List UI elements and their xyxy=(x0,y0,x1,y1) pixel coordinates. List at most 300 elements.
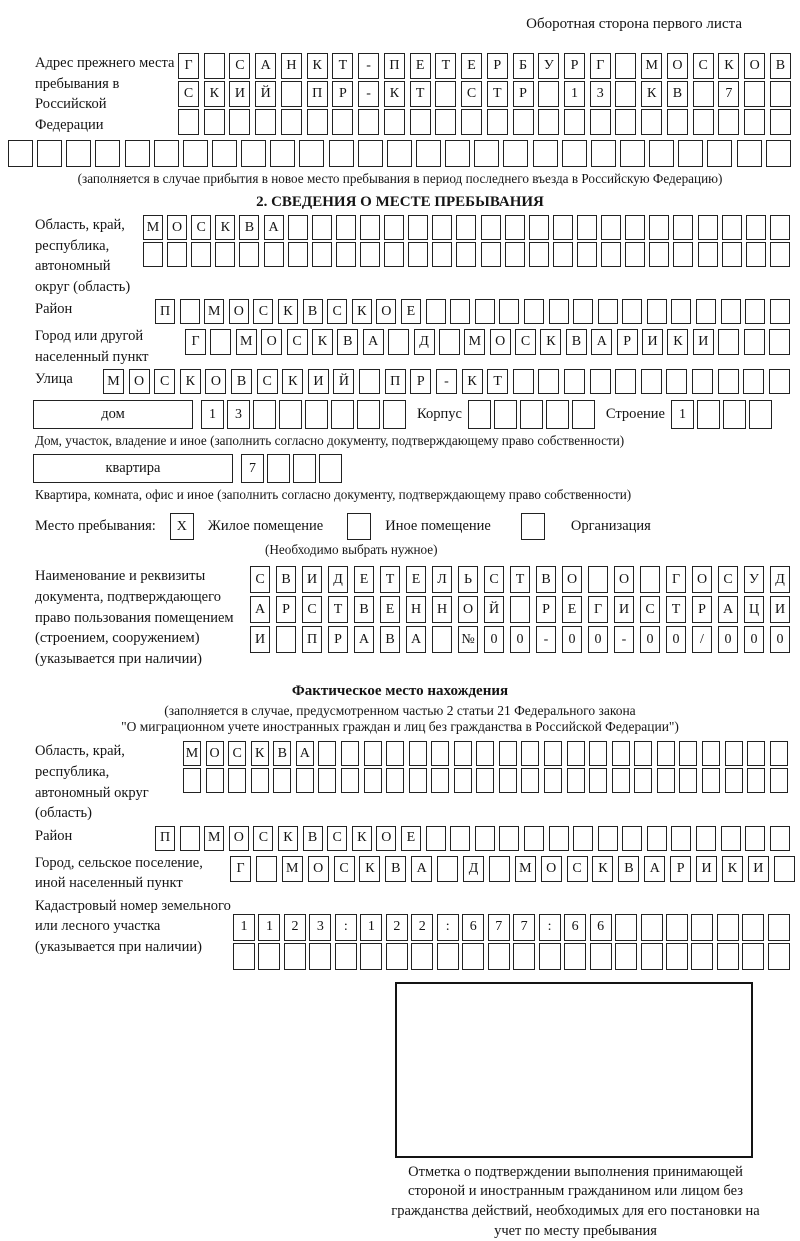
char-box xyxy=(481,215,501,240)
char-box xyxy=(332,109,353,135)
char-box xyxy=(691,914,713,941)
district-label: Район xyxy=(35,301,73,318)
char-box: И xyxy=(696,856,717,882)
char-box xyxy=(718,109,739,135)
char-box xyxy=(549,299,569,324)
char-box xyxy=(615,914,637,941)
char-box: О xyxy=(562,566,582,593)
char-box: М xyxy=(515,856,536,882)
char-box xyxy=(679,768,697,793)
char-box xyxy=(474,140,499,167)
region-block xyxy=(0,215,800,297)
char-box xyxy=(95,140,120,167)
char-box xyxy=(296,768,314,793)
char-box: № xyxy=(458,626,478,653)
char-box: О xyxy=(692,566,712,593)
actual-region-label: Область, край, республика, автономный округ (область) xyxy=(35,743,149,822)
char-box: К xyxy=(722,856,743,882)
stroenie-label: Строение xyxy=(605,406,665,423)
char-box xyxy=(309,943,331,970)
char-box xyxy=(318,768,336,793)
char-box xyxy=(671,299,691,324)
char-box xyxy=(154,140,179,167)
char-box xyxy=(386,741,404,766)
char-box xyxy=(475,826,495,851)
char-box: О xyxy=(229,826,249,851)
apartment-row xyxy=(0,454,800,483)
char-box xyxy=(693,81,714,107)
char-box: В xyxy=(303,299,323,324)
char-box: 1 xyxy=(360,914,382,941)
document-row-1 xyxy=(250,566,790,593)
char-box xyxy=(744,109,765,135)
char-box: Й xyxy=(255,81,276,107)
actual-region-row-2 xyxy=(183,768,788,793)
char-box: О xyxy=(376,826,396,851)
char-box: Т xyxy=(487,369,508,394)
actual-location-title: Фактическое место нахождения xyxy=(291,683,509,700)
char-box: Т xyxy=(380,566,400,593)
char-box xyxy=(431,768,449,793)
char-box xyxy=(647,299,667,324)
char-box: Д xyxy=(463,856,484,882)
char-box: И xyxy=(642,329,663,355)
char-box: А xyxy=(354,626,374,653)
char-box xyxy=(770,215,790,240)
char-box: У xyxy=(744,566,764,593)
cadastral-label: Кадастровый номер земельного или лесного участка (указывается при наличии) xyxy=(35,897,231,955)
char-box: Д xyxy=(328,566,348,593)
char-box xyxy=(410,109,431,135)
char-box: Е xyxy=(401,826,421,851)
char-box xyxy=(667,109,688,135)
char-box: С xyxy=(302,596,322,623)
char-box: К xyxy=(352,299,372,324)
char-box xyxy=(358,140,383,167)
char-box xyxy=(718,369,739,394)
char-box xyxy=(239,242,259,267)
char-box xyxy=(476,741,494,766)
char-box: С xyxy=(567,856,588,882)
document-label: Наименование и реквизиты документа, подтверждающего право пользования помещением (строением, сооружением) (указывается при наличии) xyxy=(35,568,234,667)
char-box xyxy=(615,943,637,970)
char-box xyxy=(622,299,642,324)
char-box: П xyxy=(307,81,328,107)
city-label: Город или другой населенный пункт xyxy=(35,328,149,365)
char-box xyxy=(183,768,201,793)
char-box: О xyxy=(744,53,765,79)
char-box xyxy=(770,826,790,851)
cadastral-row-1 xyxy=(233,914,790,941)
char-box xyxy=(524,299,544,324)
char-box: М xyxy=(641,53,662,79)
char-box xyxy=(456,215,476,240)
char-box xyxy=(743,369,764,394)
char-box: 0 xyxy=(484,626,504,653)
char-box: И xyxy=(614,596,634,623)
char-box xyxy=(577,215,597,240)
char-box: С xyxy=(154,369,175,394)
char-box xyxy=(539,943,561,970)
char-box xyxy=(256,856,277,882)
char-box: 6 xyxy=(462,914,484,941)
actual-location-caption-2: "О миграционном учете иностранных граждан и лиц без гражданства в Российской Федерации") xyxy=(121,719,679,735)
char-box xyxy=(722,242,742,267)
char-box xyxy=(553,215,573,240)
char-box: Г xyxy=(230,856,251,882)
char-box xyxy=(564,943,586,970)
char-box: К xyxy=(718,53,739,79)
char-box xyxy=(312,242,332,267)
char-box: Д xyxy=(414,329,435,355)
char-box xyxy=(408,215,428,240)
char-box xyxy=(679,741,697,766)
char-box xyxy=(546,400,569,429)
char-box xyxy=(431,741,449,766)
char-box xyxy=(647,826,667,851)
stroenie-cells xyxy=(671,400,775,429)
char-box: И xyxy=(770,596,790,623)
char-box xyxy=(721,826,741,851)
char-box xyxy=(206,768,224,793)
char-box xyxy=(513,109,534,135)
char-box: : xyxy=(437,914,459,941)
char-box xyxy=(513,943,535,970)
char-box: Т xyxy=(332,53,353,79)
char-box xyxy=(615,369,636,394)
char-box: В xyxy=(770,53,791,79)
char-box xyxy=(615,53,636,79)
char-box: О xyxy=(667,53,688,79)
char-box: П xyxy=(155,826,175,851)
char-box: Т xyxy=(410,81,431,107)
actual-city-block xyxy=(0,853,800,894)
char-box xyxy=(229,109,250,135)
char-box xyxy=(386,943,408,970)
char-box xyxy=(180,299,200,324)
char-box xyxy=(766,140,791,167)
char-box: А xyxy=(411,856,432,882)
char-box xyxy=(744,329,765,355)
char-box xyxy=(589,741,607,766)
char-box xyxy=(267,454,290,483)
char-box: 2 xyxy=(386,914,408,941)
char-box: Ь xyxy=(458,566,478,593)
char-box xyxy=(204,53,225,79)
char-box xyxy=(524,826,544,851)
actual-city-label: Город, сельское поселение, иной населенный пункт xyxy=(35,854,203,892)
char-box xyxy=(634,768,652,793)
actual-region-rows xyxy=(183,741,788,795)
char-box xyxy=(538,369,559,394)
char-box: 3 xyxy=(227,400,250,429)
char-box xyxy=(66,140,91,167)
char-box xyxy=(312,215,332,240)
char-box xyxy=(288,242,308,267)
char-box xyxy=(737,140,762,167)
char-box xyxy=(258,943,280,970)
char-box xyxy=(768,943,790,970)
char-box xyxy=(276,626,296,653)
char-box: Б xyxy=(513,53,534,79)
char-box xyxy=(746,242,766,267)
char-box: Р xyxy=(670,856,691,882)
char-box xyxy=(318,741,336,766)
char-box xyxy=(625,215,645,240)
char-box: Е xyxy=(461,53,482,79)
char-box xyxy=(612,741,630,766)
char-box: А xyxy=(296,741,314,766)
char-box xyxy=(336,242,356,267)
char-box xyxy=(494,400,517,429)
char-box: 6 xyxy=(564,914,586,941)
char-box xyxy=(462,943,484,970)
char-box xyxy=(747,768,765,793)
char-box: К xyxy=(278,826,298,851)
char-box xyxy=(549,826,569,851)
char-box: С xyxy=(327,826,347,851)
char-box xyxy=(305,400,328,429)
char-box: : xyxy=(539,914,561,941)
char-box xyxy=(454,768,472,793)
stay-type-checkbox-residential: X xyxy=(170,513,194,540)
char-box xyxy=(125,140,150,167)
char-box: М xyxy=(204,299,224,324)
char-box xyxy=(364,768,382,793)
char-box xyxy=(499,741,517,766)
char-box xyxy=(745,299,765,324)
char-box xyxy=(331,400,354,429)
region-label: Область, край, республика, автономный округ (область) xyxy=(35,217,131,295)
char-box xyxy=(255,109,276,135)
char-box xyxy=(601,242,621,267)
char-box: С xyxy=(287,329,308,355)
char-box: 0 xyxy=(666,626,686,653)
char-box: А xyxy=(718,596,738,623)
char-box xyxy=(564,109,585,135)
char-box: Н xyxy=(432,596,452,623)
char-box: М xyxy=(464,329,485,355)
char-box: О xyxy=(614,566,634,593)
char-box xyxy=(437,943,459,970)
prev-address-label: Адрес прежнего места пребывания в Российской Федерации xyxy=(35,55,175,133)
char-box: И xyxy=(748,856,769,882)
char-box: Е xyxy=(380,596,400,623)
char-box: 7 xyxy=(718,81,739,107)
char-box xyxy=(634,741,652,766)
char-box xyxy=(538,81,559,107)
char-box: Л xyxy=(432,566,452,593)
char-box xyxy=(588,566,608,593)
region-row-1 xyxy=(143,215,790,240)
char-box: О xyxy=(308,856,329,882)
char-box xyxy=(505,215,525,240)
street-row xyxy=(103,369,790,394)
char-box xyxy=(241,140,266,167)
char-box xyxy=(476,768,494,793)
char-box xyxy=(488,943,510,970)
char-box xyxy=(598,299,618,324)
city-row xyxy=(185,329,790,355)
char-box: М xyxy=(183,741,201,766)
char-box xyxy=(299,140,324,167)
char-box xyxy=(383,400,406,429)
char-box xyxy=(673,215,693,240)
char-box: К xyxy=(592,856,613,882)
char-box xyxy=(649,140,674,167)
house-number-cells xyxy=(201,400,409,429)
prev-address-row-3 xyxy=(178,109,791,135)
char-box xyxy=(657,768,675,793)
char-box: А xyxy=(363,329,384,355)
char-box xyxy=(336,215,356,240)
char-box: : xyxy=(335,914,357,941)
prev-address-row-4 xyxy=(8,140,791,167)
char-box xyxy=(717,914,739,941)
char-box: Р xyxy=(410,369,431,394)
char-box xyxy=(533,140,558,167)
char-box xyxy=(180,826,200,851)
char-box: / xyxy=(692,626,712,653)
region-rows xyxy=(143,215,790,269)
char-box: 2 xyxy=(411,914,433,941)
char-box xyxy=(435,109,456,135)
char-box xyxy=(768,914,790,941)
char-box xyxy=(454,741,472,766)
char-box: О xyxy=(541,856,562,882)
char-box: П xyxy=(385,369,406,394)
char-box xyxy=(432,215,452,240)
char-box xyxy=(641,109,662,135)
char-box: Р xyxy=(332,81,353,107)
char-box: О xyxy=(167,215,187,240)
char-box xyxy=(590,369,611,394)
char-box xyxy=(439,329,460,355)
char-box: С xyxy=(229,53,250,79)
char-box xyxy=(384,109,405,135)
prev-address-caption: (заполняется в случае прибытия в новое место пребывания в период последнего въезда в Российскую Федерацию) xyxy=(77,171,723,186)
char-box xyxy=(544,741,562,766)
char-box xyxy=(774,856,795,882)
char-box xyxy=(341,768,359,793)
char-box xyxy=(671,826,691,851)
char-box xyxy=(666,914,688,941)
char-box: К xyxy=(384,81,405,107)
char-box: К xyxy=(282,369,303,394)
char-box xyxy=(673,242,693,267)
char-box: В xyxy=(303,826,323,851)
house-named-box: дом xyxy=(33,400,193,429)
char-box: Е xyxy=(354,566,374,593)
char-box: Г xyxy=(666,566,686,593)
char-box xyxy=(499,299,519,324)
char-box xyxy=(529,215,549,240)
char-box xyxy=(722,215,742,240)
char-box xyxy=(167,242,187,267)
char-box: К xyxy=(641,81,662,107)
char-box xyxy=(426,826,446,851)
char-box xyxy=(769,369,790,394)
char-box: - xyxy=(614,626,634,653)
char-box: В xyxy=(273,741,291,766)
char-box: К xyxy=(278,299,298,324)
char-box: Р xyxy=(617,329,638,355)
char-box: Р xyxy=(487,53,508,79)
char-box: М xyxy=(236,329,257,355)
char-box xyxy=(468,400,491,429)
char-box xyxy=(591,140,616,167)
char-box: О xyxy=(261,329,282,355)
street-label: Улица xyxy=(35,371,73,388)
char-box xyxy=(499,768,517,793)
char-box: Р xyxy=(513,81,534,107)
char-box: А xyxy=(264,215,284,240)
char-box xyxy=(615,109,636,135)
char-box: Р xyxy=(276,596,296,623)
char-box: П xyxy=(384,53,405,79)
char-box xyxy=(178,109,199,135)
char-box xyxy=(364,741,382,766)
actual-region-row-1 xyxy=(183,741,788,766)
char-box xyxy=(456,242,476,267)
char-box: Г xyxy=(178,53,199,79)
stay-type-row xyxy=(0,513,800,540)
actual-city-row xyxy=(230,856,795,882)
char-box xyxy=(649,242,669,267)
char-box xyxy=(572,400,595,429)
char-box xyxy=(641,369,662,394)
char-box xyxy=(725,768,743,793)
char-box xyxy=(567,741,585,766)
char-box xyxy=(487,109,508,135)
char-box xyxy=(693,109,714,135)
char-box: Т xyxy=(510,566,530,593)
char-box xyxy=(37,140,62,167)
char-box: Й xyxy=(333,369,354,394)
char-box xyxy=(8,140,33,167)
char-box: А xyxy=(406,626,426,653)
char-box: 2 xyxy=(284,914,306,941)
char-box xyxy=(770,242,790,267)
char-box xyxy=(717,943,739,970)
char-box: К xyxy=(215,215,235,240)
korpus-label: Корпус xyxy=(417,406,462,423)
char-box: Р xyxy=(692,596,712,623)
cadastral-row-2 xyxy=(233,943,790,970)
district-row xyxy=(155,299,790,324)
char-box: 1 xyxy=(258,914,280,941)
char-box: В xyxy=(354,596,374,623)
char-box: О xyxy=(490,329,511,355)
house-caption: Дом, участок, владение и иное (заполнить согласно документу, подтверждающему право собственности) xyxy=(35,433,625,449)
char-box xyxy=(284,943,306,970)
char-box: 7 xyxy=(241,454,264,483)
char-box xyxy=(435,81,456,107)
char-box: Т xyxy=(435,53,456,79)
char-box: С xyxy=(257,369,278,394)
page-top-note: Оборотная сторона первого листа xyxy=(526,16,742,32)
char-box: - xyxy=(536,626,556,653)
char-box: С xyxy=(327,299,347,324)
document-row-3 xyxy=(250,626,790,653)
char-box: 7 xyxy=(488,914,510,941)
char-box: К xyxy=(359,856,380,882)
char-box: Н xyxy=(406,596,426,623)
char-box xyxy=(538,109,559,135)
char-box xyxy=(426,299,446,324)
char-box: С xyxy=(640,596,660,623)
char-box xyxy=(384,215,404,240)
